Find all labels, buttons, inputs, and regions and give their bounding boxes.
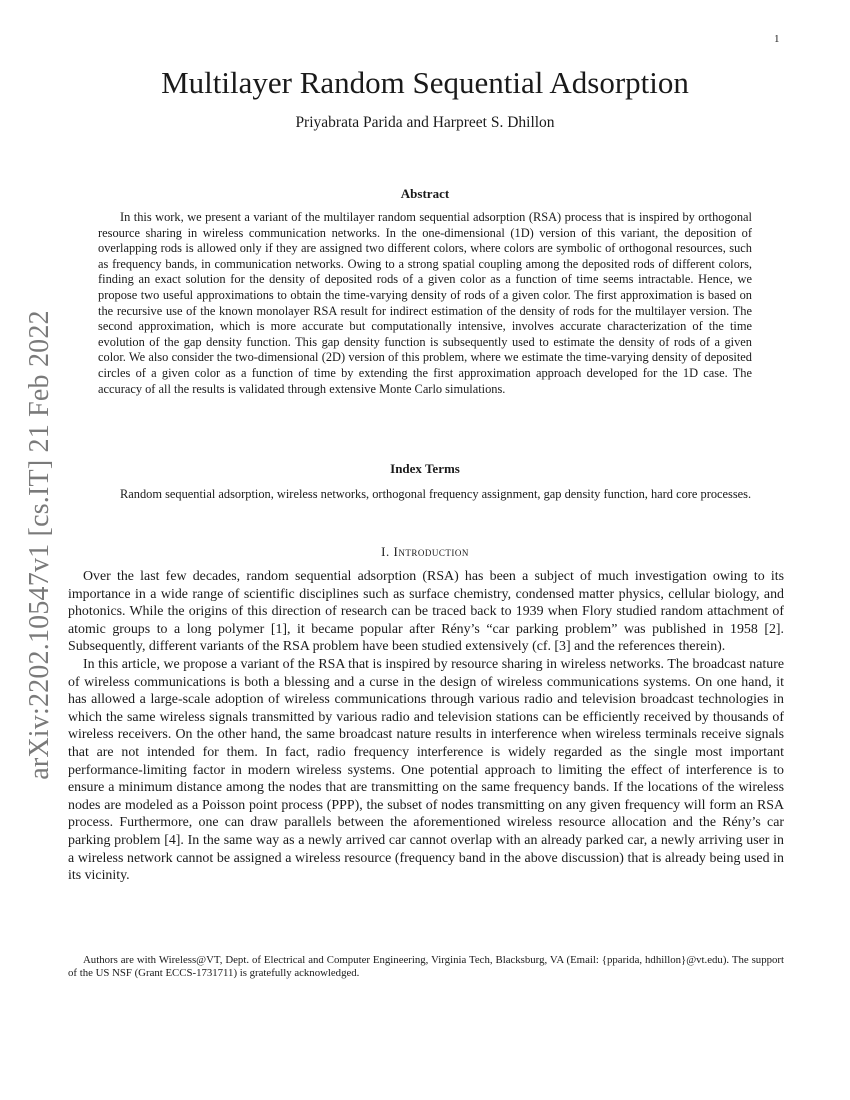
index-terms-section (98, 487, 752, 503)
footnote-text: Authors are with Wireless@VT, Dept. of Electrical and Computer Engineering, Virginia Tech, Blacksburg, VA (Email: {pparida, hdhillon}@vt.edu). The support of the US NSF (Grant ECCS-1731711) is gratefully acknowledged. (68, 954, 784, 980)
intro-paragraph-2: In this article, we propose a variant of the RSA that is inspired by resource sharing in wireless networks. The broadcast nature of wireless communications is both a blessing and a curse in the design of wireless communications systems. On one hand, it has allowed a large-scale adoption of wireless communications through various radio and television broadcast technologies in which the same wireless signals transmitted by various radio and television stations can be efficiently received by thousands of wireless receivers. On the other hand, the same broadcast nature results in interference when wireless terminals receive signals that are not intended for them. In fact, radio frequency interference is widely regarded as the single most important performance-limiting factor in modern wireless systems. One potential approach to limiting the effect of interference is to ensure a minimum distance among the nodes that are transmitting on the same frequency bands. If the locations of the wireless nodes are modeled as a Poisson point process (PPP), the subset of nodes transmitting on any given frequency will form an RSA process. Furthermore, one can draw parallels between the aforementioned wireless resource allocation and the Rény’s car parking problem [4]. In the same way as a newly arrived car cannot overlap with an already parked car, a newly arriving user in a wireless network cannot be assigned a wireless resource (frequency band in the above discussion) that is already being used in its vicinity. (68, 656, 784, 884)
paper-title: Multilayer Random Sequential Adsorption (161, 65, 689, 100)
abstract-heading: Abstract (400, 186, 450, 201)
page-number: 1 (774, 33, 780, 45)
arxiv-identifier: arXiv:2202.10547v1 [cs.IT] 21 Feb 2022 (24, 310, 55, 780)
index-terms-heading: Index Terms (390, 461, 460, 476)
index-terms-text: Random sequential adsorption, wireless networks, orthogonal frequency assignment, gap density function, hard core processes. (120, 487, 752, 501)
introduction-section (68, 568, 784, 885)
abstract-text: In this work, we present a variant of the multilayer random sequential adsorption (RSA) process that is inspired by orthogonal resource sharing in wireless communication networks. In the one-dimensional (1D) version of this variant, the deposition of overlapping rods is allowed only if they are assigned two different colors, where colors are symbolic of orthogonal resources, such as frequency bands, in communication networks. Owing to a strong spatial coupling among the deposited rods of different colors, finding an exact solution for the density of deposited rods of a given color as a function of time seems intractable. Hence, we propose two useful approximations to obtain the time-varying density of rods of a given color. The first approximation is based on the recursive use of the known monolayer RSA result for indirect estimation of the density of rods for the multilayer version. The second approximation, which is more accurate but computationally intensive, involves accurate characterization of the time evolution of the gap density function. This gap density function is subsequently used to estimate the density of rods of a given color. We also consider the two-dimensional (2D) version of this problem, where we estimate the time-varying density of deposited circles of a given color as a function of time by extending the first approximation approach developed for the 1D case. The accuracy of all the results is validated through extensive Monte Carlo simulations. (98, 210, 752, 396)
introduction-heading: I. Introduction (381, 544, 469, 559)
author-list: Priyabrata Parida and Harpreet S. Dhillon (295, 114, 555, 131)
abstract-section (98, 210, 752, 397)
intro-paragraph-1: Over the last few decades, random sequential adsorption (RSA) has been a subject of much investigation owing to its importance in a wide range of scientific disciplines such as surface chemistry, condensed matter physics, cellular biology, and photonics. While the origins of this direction of research can be traced back to 1939 when Flory studied random attachment of atomic groups to a long polymer [1], it became popular after Rény’s “car parking problem” was published in 1958 [2]. Subsequently, different variants of the RSA problem have been studied extensively (cf. [3] and the references therein). (68, 569, 784, 655)
author-footnote (68, 954, 784, 980)
